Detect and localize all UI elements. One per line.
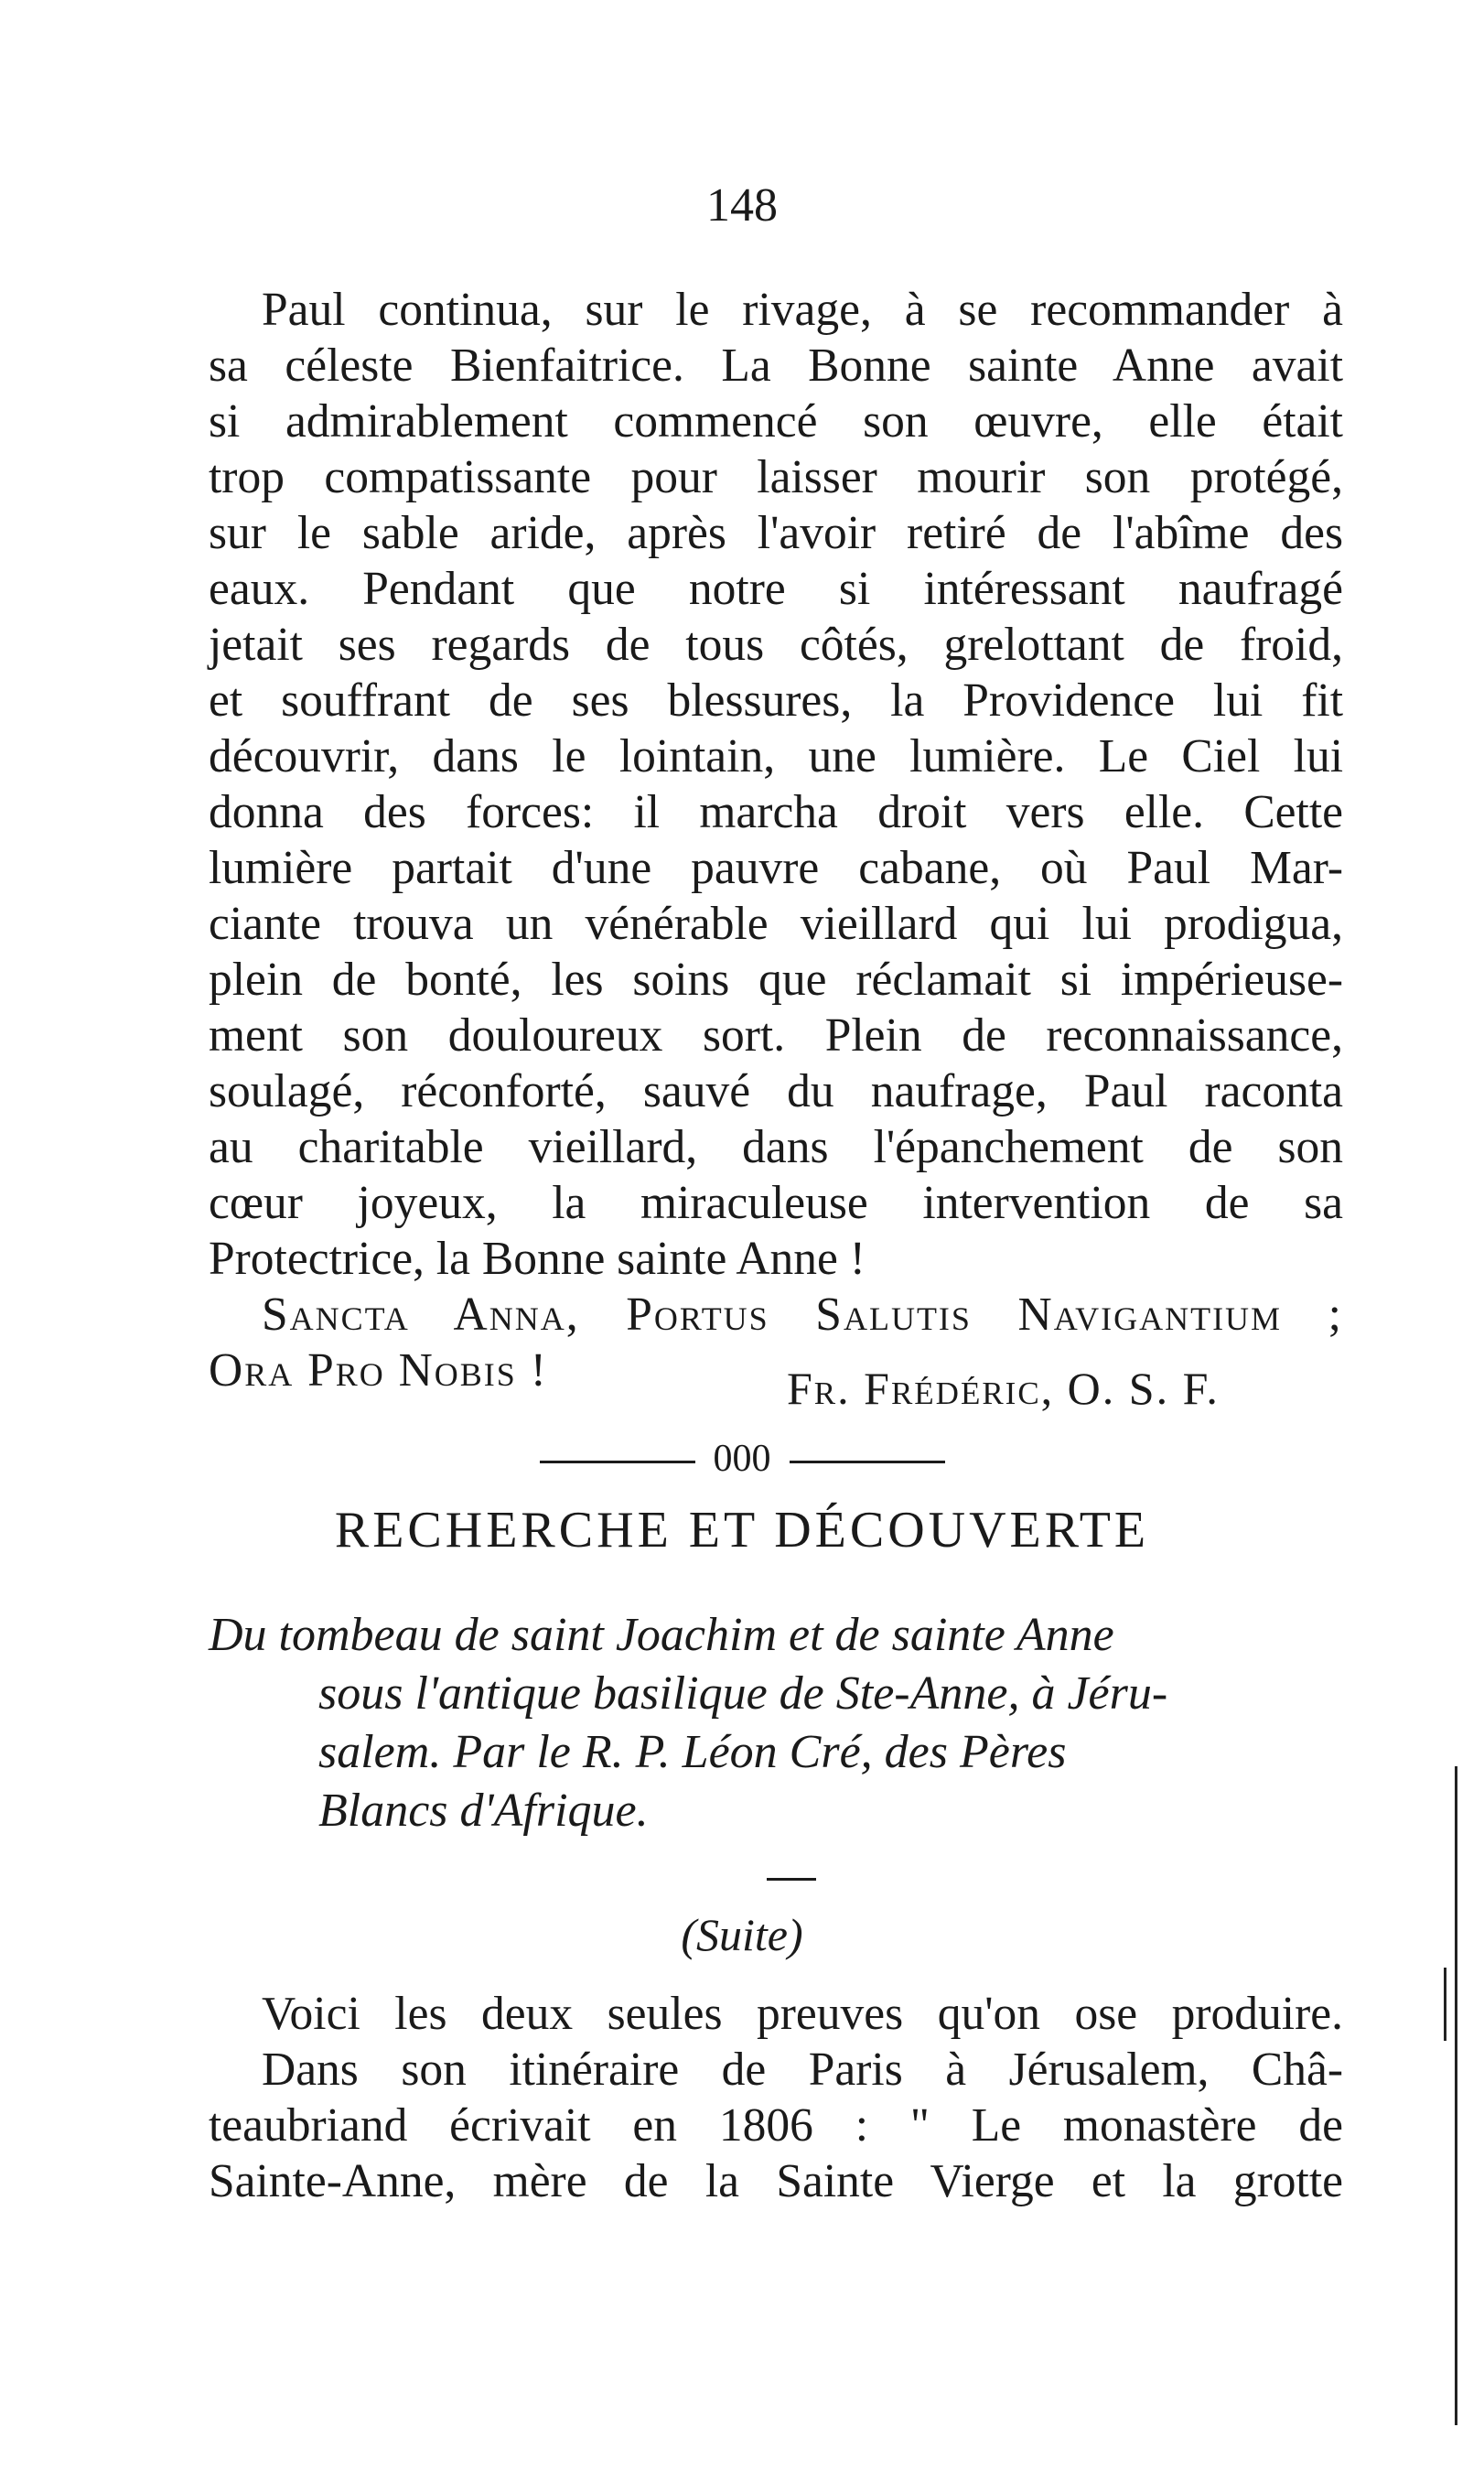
text-line: Sainte-Anne, mère de la Sainte Vierge et la grotte xyxy=(209,2155,1343,2207)
paragraph-body xyxy=(209,1986,1343,2209)
separator-mark: 000 xyxy=(713,1438,771,1480)
subtitle-line: Du tombeau de saint Joachim et de sainte Anne xyxy=(209,1609,1114,1661)
subtitle-line: Blancs d'Afrique. xyxy=(318,1785,649,1837)
subtitle-line: sous l'antique basilique de Ste-Anne, à Jéru- xyxy=(318,1667,1168,1720)
text-line: Voici les deux seules preuves qu'on ose produire. xyxy=(262,1988,1343,2040)
invocation-line: Ora Pro Nobis ! xyxy=(209,1344,548,1397)
continued-text: (Suite) xyxy=(681,1909,803,1960)
section-separator xyxy=(0,1437,1484,1481)
short-divider xyxy=(767,1878,816,1881)
separator-rule-right xyxy=(790,1461,945,1463)
text-line: au charitable vieillard, dans l'épanchement de son xyxy=(209,1121,1343,1173)
text-line: teaubriand écrivait en 1806 : " Le monastère de xyxy=(209,2099,1343,2152)
text-line: Paul continua, sur le rivage, à se recommander à xyxy=(262,284,1343,336)
text-line: donna des forces: il marcha droit vers elle. Cette xyxy=(209,786,1343,838)
section-subtitle xyxy=(209,1606,1343,1840)
subtitle-line: salem. Par le R. P. Léon Cré, des Pères xyxy=(318,1726,1067,1778)
text-line: sur le sable aride, après l'avoir retiré de l'abîme des xyxy=(209,507,1343,559)
text-line: soulagé, réconforté, sauvé du naufrage, Paul raconta xyxy=(209,1065,1343,1117)
paragraph-body xyxy=(209,282,1343,1287)
text-line: lumière partait d'une pauvre cabane, où Paul Mar- xyxy=(209,842,1343,894)
text-line: eaux. Pendant que notre si intéressant naufragé xyxy=(209,563,1343,615)
scan-edge-mark xyxy=(1444,1968,1446,2041)
text-line: ciante trouva un vénérable vieillard qui lui prodigua, xyxy=(209,898,1343,950)
text-line: Dans son itinéraire de Paris à Jérusalem, Châ- xyxy=(262,2044,1343,2096)
author-signature: Fr. Frédéric, O. S. F. xyxy=(787,1363,1220,1414)
text-line: plein de bonté, les soins que réclamait si impérieuse- xyxy=(209,954,1343,1006)
text-line: jetait ses regards de tous côtés, grelottant de froid, xyxy=(209,619,1343,671)
text-line: cœur joyeux, la miraculeuse intervention de sa xyxy=(209,1177,1343,1229)
invocation-line: Sancta Anna, Portus Salutis Navigantium ; xyxy=(262,1289,1343,1341)
text-line: Protectrice, la Bonne sainte Anne ! xyxy=(209,1233,866,1285)
continued-label xyxy=(0,1908,1484,1961)
page-number: 148 xyxy=(706,179,778,232)
paragraph-evidence xyxy=(209,1986,1343,2209)
text-line: si admirablement commencé son œuvre, elle était xyxy=(209,395,1343,448)
separator-rule-left xyxy=(540,1461,695,1463)
text-line: trop compatissante pour laisser mourir son protégé, xyxy=(209,451,1343,503)
scan-edge-line xyxy=(1455,1766,1457,2425)
text-line: et souffrant de ses blessures, la Providence lui fit xyxy=(209,674,1343,727)
paragraph-narrative xyxy=(209,282,1343,1287)
section-title: RECHERCHE ET DÉCOUVERTE xyxy=(334,1502,1150,1559)
text-line: sa céleste Bienfaitrice. La Bonne sainte Anne avait xyxy=(209,340,1343,392)
text-line: ment son douloureux sort. Plein de reconnaissance, xyxy=(209,1009,1343,1062)
text-line: découvrir, dans le lointain, une lumière. Le Ciel lui xyxy=(209,730,1343,782)
